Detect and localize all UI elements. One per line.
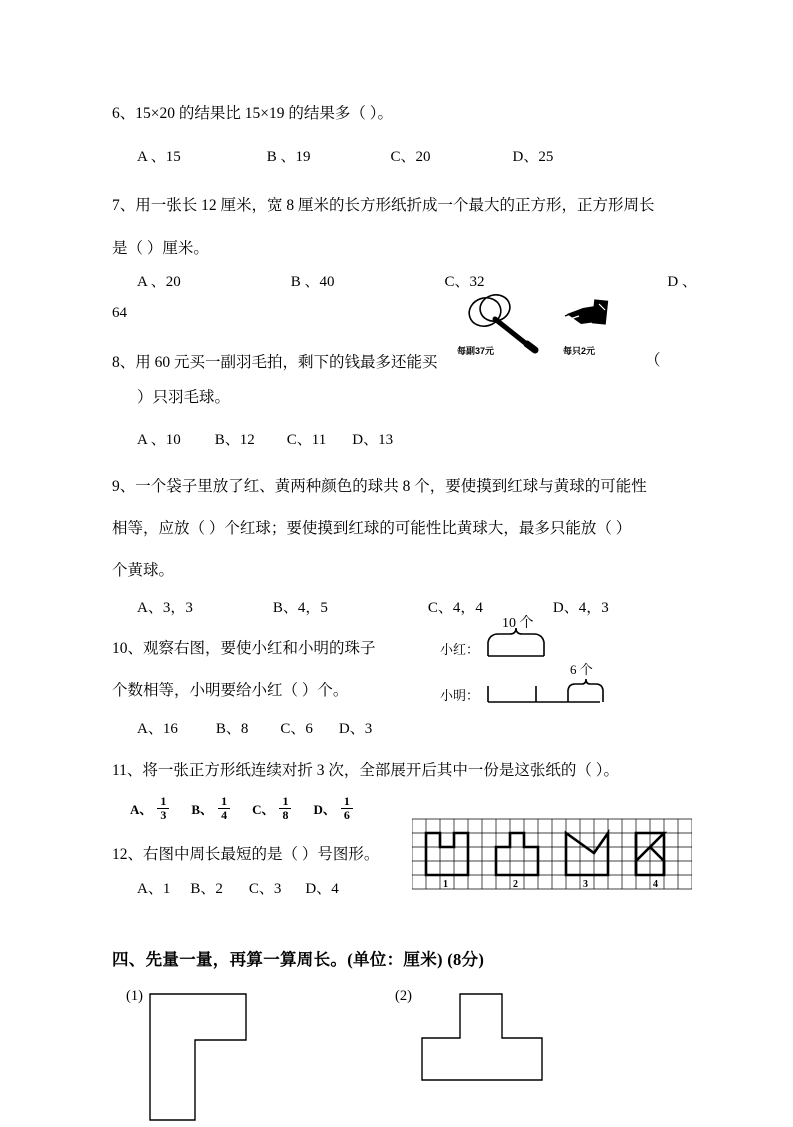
option-b[interactable]: B 、40 [290, 274, 335, 290]
l-shape-svg [148, 992, 258, 1122]
option-c-label: C、 [252, 801, 275, 817]
option-c[interactable]: C、6 [280, 721, 313, 737]
xiaoming-bar [488, 686, 600, 702]
xiaohong-count-label: 10 个 [502, 616, 534, 631]
option-b-numerator: 1 [218, 795, 230, 809]
option-d-numerator: 1 [341, 795, 353, 809]
racket-price-label: 每副37元 [457, 346, 495, 356]
question-9-line1: 9、一个袋子里放了红、黄两种颜色的球共 8 个，要使摸到红球与黄球的可能性 [112, 478, 647, 495]
question-10-line1: 10、观察右图，要使小红和小明的珠子 [112, 640, 376, 657]
question-6-number: 6、 [112, 105, 136, 122]
question-11-options [130, 795, 375, 822]
question-9-line3: 个黄球。 [112, 562, 175, 579]
grid-shape-4-label: 4 [653, 879, 658, 890]
question-7-option-d-value[interactable]: 64 [112, 305, 127, 321]
option-b-label: B、 [191, 801, 214, 817]
racket-handle [495, 319, 529, 346]
option-d[interactable]: D 、 [667, 274, 697, 290]
option-c[interactable]: C、4，4 [427, 600, 483, 616]
figure-2-shape [420, 992, 550, 1097]
option-d[interactable] [313, 795, 352, 822]
option-b[interactable]: B、4，5 [272, 600, 328, 616]
figure-1-label: (1) [126, 988, 143, 1004]
question-7-line2: 是（ ）厘米。 [112, 240, 209, 257]
option-b[interactable]: B、8 [215, 721, 249, 737]
grid-shape-2 [496, 833, 538, 875]
racket-grip [527, 344, 535, 350]
question-6-text [112, 99, 393, 128]
xiaoming-count-label: 6 个 [570, 662, 593, 677]
option-b[interactable]: B、12 [214, 432, 255, 448]
question-8-answer-paren[interactable]: （ [645, 352, 661, 369]
xiaoming-segment-ends [568, 690, 603, 702]
option-d[interactable]: D、3 [338, 721, 373, 737]
shuttlecock-icon [565, 299, 608, 324]
option-d[interactable]: D、4，3 [552, 600, 609, 616]
xiaohong-brace [488, 628, 544, 642]
option-d[interactable]: D、4 [305, 881, 339, 897]
option-a-numerator: 1 [157, 795, 169, 809]
figure-2-label: (2) [395, 988, 412, 1004]
beads-diagram-svg [440, 612, 630, 712]
grid-lines [412, 819, 692, 889]
question-7-line1: 7、用一张长 12 厘米，宽 8 厘米的长方形纸折成一个最大的正方形，正方形周长 [112, 197, 655, 214]
option-c[interactable]: C、3 [248, 881, 282, 897]
xiaoming-label: 小明： [440, 688, 480, 703]
option-d-label: D、 [313, 801, 336, 817]
grid-shape-1-label: 1 [443, 879, 448, 890]
figure-1-shape [148, 992, 258, 1127]
option-c[interactable]: C、32 [444, 274, 485, 290]
option-c[interactable]: C、20 [390, 149, 431, 165]
question-8-options [137, 428, 393, 449]
option-c-denominator: 8 [282, 807, 289, 822]
question-10-beads-diagram [440, 612, 630, 717]
option-b-denominator: 4 [221, 807, 228, 822]
t-shape-svg [420, 992, 550, 1092]
question-11-line1: 11、将一张正方形纸连续对折 3 次，全部展开后其中一份是这张纸的（ ）。 [112, 762, 620, 779]
option-b[interactable] [191, 795, 230, 822]
question-12-line1: 12、右图中周长最短的是（ ）号图形。 [112, 846, 380, 863]
question-12-options [137, 877, 339, 898]
l-shape-outline [150, 994, 246, 1120]
option-c[interactable]: C、11 [286, 432, 327, 448]
badminton-items-svg [455, 292, 645, 370]
option-d[interactable]: D、25 [512, 149, 554, 165]
xiaohong-bar [488, 642, 544, 656]
option-a[interactable]: A、1 [137, 881, 171, 897]
t-shape-outline [422, 994, 542, 1080]
option-c[interactable] [252, 795, 291, 822]
option-a[interactable]: A、3，3 [137, 600, 193, 616]
question-9-line2: 相等，应放（ ）个红球；要使摸到红球的可能性比黄球大，最多只能放（ ） [112, 520, 632, 537]
option-a-denominator: 3 [160, 807, 167, 822]
question-10-line2: 个数相等，小明要给小红（ ）个。 [112, 682, 349, 699]
option-b[interactable]: B 、19 [266, 149, 311, 165]
grid-shape-3 [566, 833, 608, 875]
grid-shape-2-label: 2 [513, 879, 518, 890]
question-8-line1: 8、用 60 元买一副羽毛拍，剩下的钱最多还能买 [112, 354, 438, 371]
option-a-label: A、 [130, 801, 153, 817]
grid-shapes-svg [412, 815, 692, 893]
question-7-options [137, 270, 697, 291]
question-12-grid-figure [412, 815, 692, 898]
option-c-numerator: 1 [279, 795, 291, 809]
xiaohong-label: 小红： [440, 642, 480, 657]
grid-shape-3-label: 3 [583, 879, 588, 890]
question-6-options [137, 145, 553, 166]
question-10-options [137, 717, 372, 738]
option-d[interactable]: D、13 [352, 432, 394, 448]
section-4-heading: 四、先量一量，再算一算周长。(单位：厘米) (8分) [112, 950, 485, 969]
option-a[interactable]: A 、20 [137, 274, 181, 290]
shuttlecock-price-label: 每只2元 [563, 346, 596, 356]
xiaoming-brace [568, 679, 603, 690]
option-a[interactable]: A、16 [137, 721, 178, 737]
question-6-body: 15×20 的结果比 15×19 的结果多（ ）。 [135, 105, 393, 122]
question-8-line2: ）只羽毛球。 [137, 389, 231, 406]
option-b[interactable]: B、2 [190, 881, 223, 897]
option-a[interactable] [130, 795, 169, 822]
option-d-denominator: 6 [343, 807, 350, 822]
grid-shape-1 [426, 833, 468, 875]
option-a[interactable]: A 、15 [137, 149, 181, 165]
option-a[interactable]: A 、10 [137, 432, 181, 448]
question-8-item-pictures [455, 292, 645, 375]
